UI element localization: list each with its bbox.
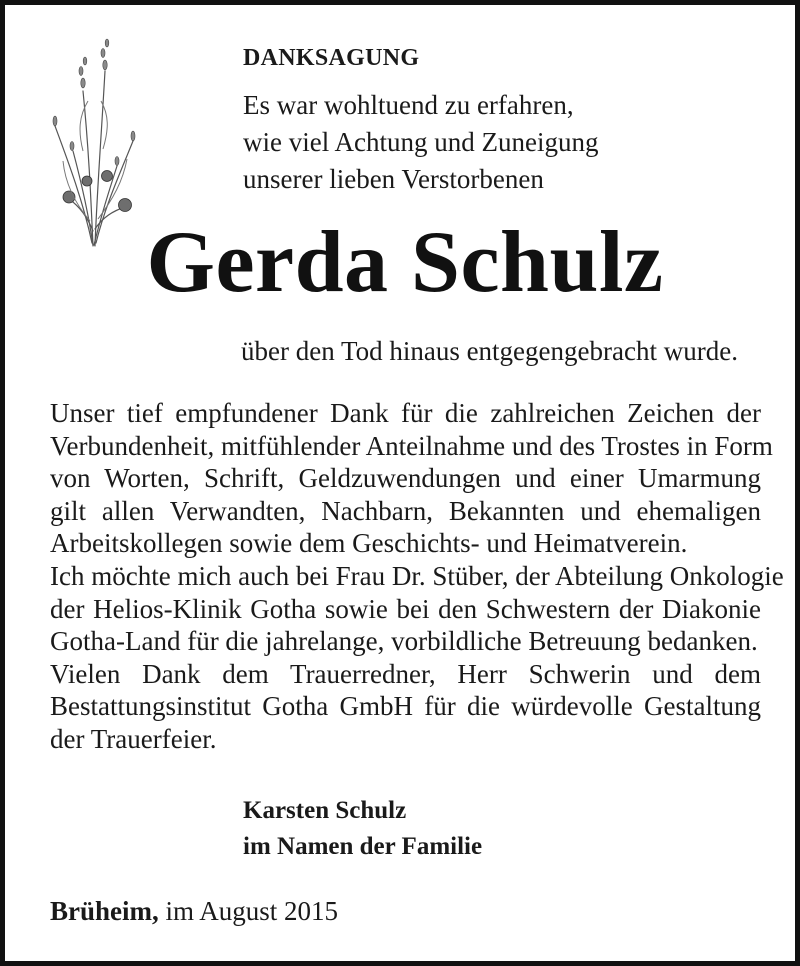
body-line: Unser tief empfundener Dank für die zahlreichen Zeichen der (50, 398, 761, 428)
body-line: Bestattungsinstitut Gotha GmbH für die würdevolle Gestaltung (50, 691, 761, 722)
intro-text (243, 87, 598, 198)
body-line: von Worten, Schrift, Geldzuwendungen und einer Umarmung (50, 463, 761, 494)
body-text (50, 397, 784, 756)
intro-line: Es war wohltuend zu erfahren, (243, 90, 574, 120)
intro-line: unserer lieben Verstorbenen (243, 164, 544, 194)
body-line: Arbeitskollegen sowie dem Geschichts- und Heimatverein. (50, 528, 688, 559)
body-line: gilt allen Verwandten, Nachbarn, Bekannten und ehemaligen (50, 495, 761, 526)
body-line: der Helios-Klinik Gotha sowie bei den Schwestern der Diakonie (50, 593, 761, 624)
signature (243, 793, 482, 865)
signature-subline: im Namen der Familie (243, 833, 483, 860)
heading: DANKSAGUNG (243, 45, 420, 71)
date: im August 2015 (165, 896, 339, 926)
body-line: Gotha-Land für die jahrelange, vorbildliche Betreuung bedanken. (50, 626, 758, 657)
deceased-name: Gerda Schulz (146, 214, 664, 311)
body-line: Ich möchte mich auch bei Frau Dr. Stüber, der Abteilung Onkologie (50, 560, 784, 591)
place-date (50, 896, 338, 927)
body-line: der Trauerfeier. (50, 723, 217, 754)
body-line: Verbundenheit, mitfühlender Anteilnahme und des Trostes in Form (50, 430, 773, 461)
continuation-text: über den Tod hinaus entgegengebracht wurde. (241, 336, 738, 366)
intro-line: wie viel Achtung und Zuneigung (243, 127, 599, 157)
signature-name: Karsten Schulz (243, 797, 407, 824)
place: Brüheim, (50, 896, 159, 926)
body-line: Vielen Dank dem Trauerredner, Herr Schwerin und dem (50, 658, 761, 689)
